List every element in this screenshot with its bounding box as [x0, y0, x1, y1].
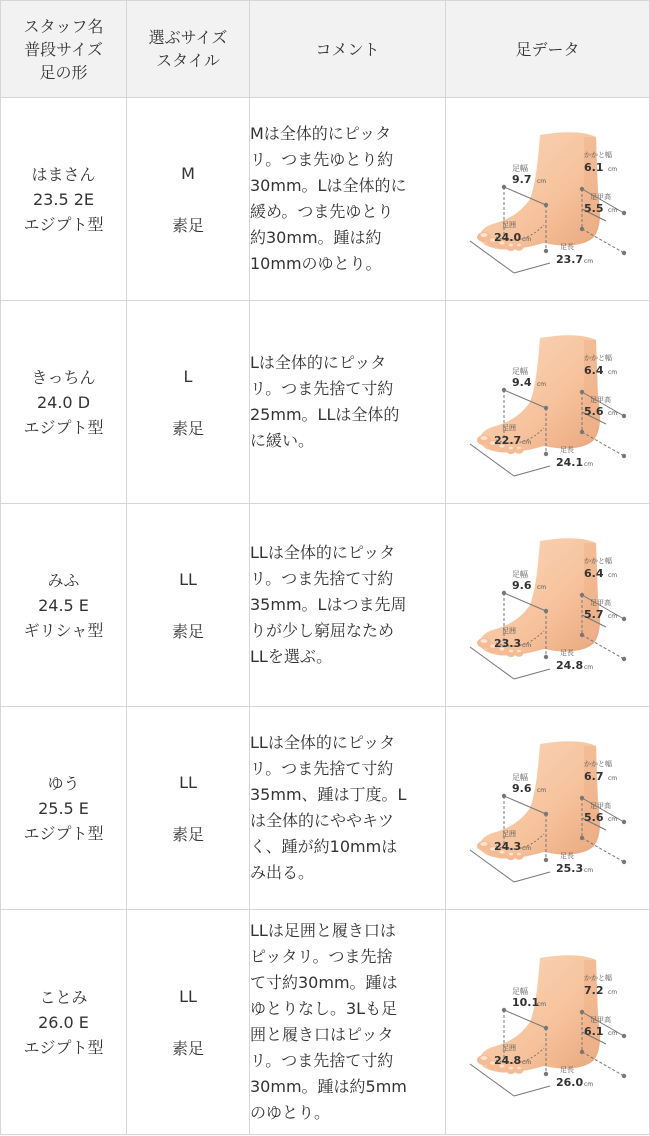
foot-diagram: [460, 527, 636, 683]
value-width: 9.7: [511, 173, 531, 186]
comment-line: 25mm。LLは全体的: [250, 405, 400, 424]
value-girth: 24.8: [493, 1054, 521, 1067]
label-heel: かかと幅: [583, 974, 612, 982]
value-instep: 5.6: [583, 811, 603, 824]
unit-length: cm: [583, 258, 593, 265]
comment-line: リ。つま先捨て寸約: [250, 759, 394, 778]
label-instep: 足甲高: [589, 802, 611, 810]
foot-shape: エジプト型: [23, 417, 104, 437]
label-girth: 足囲: [501, 424, 516, 432]
unit-girth: cm: [521, 845, 531, 852]
comment-line: 30mm。踵は約5mm: [250, 1077, 407, 1096]
value-width: 9.6: [511, 579, 531, 592]
value-length: 24.8: [555, 659, 583, 672]
size-cell: [127, 707, 250, 910]
chosen-size: LL: [179, 986, 197, 1006]
comment-line: 35mm、踵は丁度。L: [250, 785, 407, 804]
foot-diagram: [460, 121, 636, 277]
comment-line: Mは全体的にピッタ: [250, 124, 392, 143]
comment-line: LLは全体的にピッタ: [250, 543, 396, 562]
chosen-size: LL: [179, 772, 197, 792]
foot-shape: エジプト型: [23, 823, 104, 843]
staff-cell: [1, 504, 127, 707]
unit-instep: cm: [607, 1030, 617, 1037]
comment-line: に緩い。: [250, 431, 315, 450]
value-girth: 23.3: [493, 637, 521, 650]
header-size-line: 選ぶサイズ: [148, 28, 228, 47]
unit-heel: cm: [607, 369, 617, 376]
label-instep: 足甲高: [589, 193, 611, 201]
label-length: 足長: [559, 649, 574, 657]
staff-name: はまさん: [31, 164, 96, 184]
size-cell: [127, 98, 250, 301]
comment-line: 35mm。Lはつま先周: [250, 595, 407, 614]
staff-cell: [1, 910, 127, 1135]
label-width: 足幅: [511, 570, 528, 579]
label-heel: かかと幅: [583, 557, 612, 565]
value-instep: 5.6: [583, 405, 603, 418]
unit-girth: cm: [521, 236, 531, 243]
size-cell: [127, 301, 250, 504]
table-row: [1, 910, 650, 1135]
unit-length: cm: [583, 461, 593, 468]
label-length: 足長: [559, 1066, 574, 1074]
comment-line: リ。つま先ゆとり約: [250, 150, 394, 169]
value-heel: 6.4: [583, 364, 603, 377]
label-length: 足長: [559, 852, 574, 860]
value-length: 26.0: [555, 1076, 583, 1089]
unit-length: cm: [583, 1081, 593, 1088]
style-label: 素足: [171, 621, 204, 641]
foot-diagram: [460, 730, 636, 886]
comment-line: のゆとり。: [250, 1103, 331, 1122]
usual-size: 25.5 E: [38, 798, 89, 818]
foot-data-cell: [446, 910, 650, 1135]
staff-name: ゆう: [47, 773, 80, 793]
usual-size: 24.0 D: [36, 392, 91, 412]
header-row: [1, 1, 650, 98]
foot-diagram: [460, 944, 636, 1100]
header-staff-line: 足の形: [39, 62, 88, 82]
header-data: 足データ: [446, 1, 650, 98]
comment-line: リ。つま先捨て寸約: [250, 379, 394, 398]
table-row: [1, 504, 650, 707]
foot-data-cell: [446, 98, 650, 301]
label-instep: 足甲高: [589, 1016, 611, 1024]
unit-length: cm: [583, 664, 593, 671]
unit-instep: cm: [607, 207, 617, 214]
size-cell: [127, 910, 250, 1135]
table-row: [1, 707, 650, 910]
comment-line: LLは全体的にピッタ: [250, 733, 396, 752]
staff-cell: [1, 707, 127, 910]
style-label: 素足: [171, 1038, 204, 1058]
unit-girth: cm: [521, 642, 531, 649]
chosen-size: M: [181, 163, 195, 183]
size-cell: [127, 504, 250, 707]
value-width: 9.4: [511, 376, 531, 389]
unit-heel: cm: [607, 572, 617, 579]
unit-width: cm: [536, 584, 546, 591]
style-label: 素足: [171, 418, 204, 438]
label-width: 足幅: [511, 987, 528, 996]
staff-cell: [1, 98, 127, 301]
value-instep: 5.7: [583, 608, 603, 621]
comment-line: て寸約30mm。踵は: [250, 973, 398, 992]
value-length: 23.7: [555, 253, 583, 266]
unit-width: cm: [536, 381, 546, 388]
value-length: 24.1: [555, 456, 583, 469]
label-width: 足幅: [511, 773, 528, 782]
foot-shape: エジプト型: [23, 214, 104, 234]
chosen-size: LL: [179, 569, 197, 589]
staff-cell: [1, 301, 127, 504]
comment-line: 30mm。Lは全体的に: [250, 176, 407, 195]
usual-size: 24.5 E: [38, 595, 89, 615]
comment-line: ゆとりなし。3Lも足: [250, 999, 398, 1018]
value-heel: 7.2: [583, 984, 603, 997]
foot-data-cell: [446, 301, 650, 504]
value-girth: 24.3: [493, 840, 521, 853]
label-girth: 足囲: [501, 830, 516, 838]
value-length: 25.3: [555, 862, 583, 875]
staff-name: ことみ: [39, 987, 88, 1007]
unit-girth: cm: [521, 439, 531, 446]
comment-line: 約30mm。踵は約: [250, 228, 382, 247]
value-instep: 5.5: [583, 202, 603, 215]
usual-size: 23.5 2E: [33, 189, 94, 209]
usual-size: 26.0 E: [38, 1012, 89, 1032]
comment-line: りが少し窮屈なため: [250, 621, 395, 640]
label-girth: 足囲: [501, 221, 516, 229]
unit-heel: cm: [607, 989, 617, 996]
unit-heel: cm: [607, 166, 617, 173]
comment-line: LLを選ぶ。: [250, 647, 333, 666]
comment-line: み出る。: [250, 863, 315, 882]
comment-line: 緩め。つま先ゆとり: [250, 202, 394, 221]
style-label: 素足: [171, 824, 204, 844]
foot-shape: ギリシャ型: [23, 620, 104, 640]
unit-width: cm: [536, 1001, 546, 1008]
label-width: 足幅: [511, 164, 528, 173]
comment-line: LLは足囲と履き口は: [250, 921, 396, 940]
header-comment: コメント: [250, 1, 446, 98]
header-staff-line: スタッフ名: [23, 16, 104, 36]
label-width: 足幅: [511, 367, 528, 376]
unit-instep: cm: [607, 410, 617, 417]
comment-cell: [250, 910, 446, 1135]
comment-cell: [250, 707, 446, 910]
header-size: [127, 1, 250, 98]
comment-cell: [250, 504, 446, 707]
comment-cell: [250, 98, 446, 301]
label-heel: かかと幅: [583, 354, 612, 362]
value-girth: 22.7: [493, 434, 521, 447]
unit-width: cm: [536, 178, 546, 185]
label-girth: 足囲: [501, 1044, 516, 1052]
foot-data-cell: [446, 707, 650, 910]
value-heel: 6.7: [583, 770, 603, 783]
comment-line: く、踵が約10mmは: [250, 837, 398, 856]
foot-data-cell: [446, 504, 650, 707]
label-heel: かかと幅: [583, 151, 612, 159]
comment-line: リ。つま先捨て寸約: [250, 569, 394, 588]
label-instep: 足甲高: [589, 396, 611, 404]
style-label: 素足: [171, 215, 204, 235]
unit-length: cm: [583, 867, 593, 874]
unit-instep: cm: [607, 816, 617, 823]
staff-name: みふ: [47, 570, 80, 590]
staff-name: きっちん: [31, 367, 96, 387]
label-girth: 足囲: [501, 627, 516, 635]
comment-line: リ。つま先捨て寸約: [250, 1051, 394, 1070]
unit-girth: cm: [521, 1059, 531, 1066]
comment-line: 10mmのゆとり。: [250, 254, 382, 273]
value-width: 10.1: [511, 996, 539, 1009]
chosen-size: L: [183, 366, 193, 386]
foot-shape: エジプト型: [23, 1037, 104, 1057]
comment-line: は全体的にややキツ: [250, 811, 395, 830]
foot-diagram: [460, 324, 636, 480]
value-width: 9.6: [511, 782, 531, 795]
comment-line: ピッタリ。つま先捨: [250, 947, 393, 966]
header-staff-line: 普段サイズ: [24, 39, 103, 59]
label-length: 足長: [559, 446, 574, 454]
header-staff: [1, 1, 127, 98]
table-row: [1, 98, 650, 301]
header-size-line: スタイル: [156, 51, 220, 70]
label-length: 足長: [559, 243, 574, 251]
label-instep: 足甲高: [589, 599, 611, 607]
unit-heel: cm: [607, 775, 617, 782]
comment-line: 囲と履き口はピッタ: [250, 1025, 394, 1044]
value-girth: 24.0: [493, 231, 521, 244]
table-row: [1, 301, 650, 504]
comment-cell: [250, 301, 446, 504]
value-instep: 6.1: [583, 1025, 603, 1038]
label-heel: かかと幅: [583, 760, 612, 768]
unit-instep: cm: [607, 613, 617, 620]
comment-line: Lは全体的にピッタ: [250, 353, 387, 372]
value-heel: 6.1: [583, 161, 603, 174]
unit-width: cm: [536, 787, 546, 794]
value-heel: 6.4: [583, 567, 603, 580]
